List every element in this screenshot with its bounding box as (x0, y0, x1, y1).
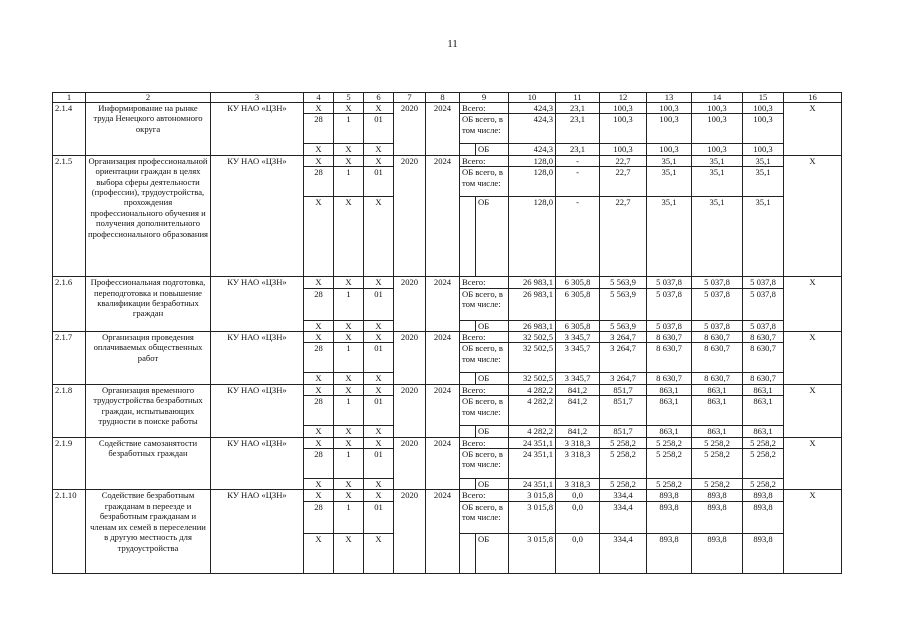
item-name: Организация профессиональной ориентации граждан в целях выбора сферы деятельности (профессии), трудоустройства, прохождения профессионального обучения и получения дополнительного профессионального образования (86, 155, 211, 276)
header-cell: 2 (86, 93, 211, 103)
value-cell: 5 258,2 (647, 479, 692, 490)
value-cell: 841,2 (556, 396, 600, 426)
value-cell: 26 983,1 (509, 288, 556, 320)
source-label: ОБ (476, 533, 509, 573)
value-cell: 8 630,7 (743, 343, 784, 373)
value-cell: 5 258,2 (600, 449, 647, 479)
value-cell: 893,8 (743, 533, 784, 573)
value-cell: 5 258,2 (743, 437, 784, 448)
budget-table (52, 92, 842, 574)
code-cell: 1 (334, 343, 364, 373)
item-number: 2.1.5 (53, 155, 86, 276)
value-cell: 3 318,3 (556, 449, 600, 479)
header-cell: 6 (364, 93, 394, 103)
value-cell: 5 037,8 (743, 320, 784, 331)
value-cell: 8 630,7 (647, 373, 692, 384)
code-cell: Х (364, 384, 394, 395)
end-year: 2024 (426, 103, 460, 156)
col16-cell: Х (784, 103, 842, 156)
value-cell: 24 351,1 (509, 449, 556, 479)
code-cell: 28 (304, 114, 334, 144)
value-cell: 8 630,7 (647, 343, 692, 373)
value-cell: 35,1 (743, 197, 784, 277)
value-cell: 863,1 (692, 384, 743, 395)
value-cell: 863,1 (647, 426, 692, 437)
code-cell: Х (304, 197, 334, 277)
source-label: ОБ (476, 320, 509, 331)
value-cell: 5 037,8 (743, 277, 784, 288)
code-cell: Х (304, 533, 334, 573)
source-label: ОБ всего, в том числе: (460, 288, 509, 320)
value-cell: 100,3 (647, 103, 692, 114)
code-cell: 01 (364, 343, 394, 373)
value-cell: 32 502,5 (509, 332, 556, 343)
value-cell: 893,8 (743, 501, 784, 533)
source-label: ОБ (476, 197, 509, 277)
spacer-cell (460, 373, 476, 384)
value-cell: 22,7 (600, 167, 647, 197)
spacer-cell (460, 426, 476, 437)
value-cell: 851,7 (600, 396, 647, 426)
code-cell: Х (304, 426, 334, 437)
value-cell: 4 282,2 (509, 384, 556, 395)
item-number: 2.1.4 (53, 103, 86, 156)
code-cell: Х (364, 320, 394, 331)
table-row (53, 277, 842, 288)
value-cell: 100,3 (692, 144, 743, 155)
value-cell: 0,0 (556, 501, 600, 533)
value-cell: 3 264,7 (600, 343, 647, 373)
col16-cell: Х (784, 277, 842, 332)
value-cell: 5 258,2 (692, 437, 743, 448)
value-cell: 893,8 (692, 490, 743, 501)
code-cell: 01 (364, 167, 394, 197)
spacer-cell (460, 320, 476, 331)
value-cell: 22,7 (600, 197, 647, 277)
executor: КУ НАО «ЦЗН» (211, 437, 304, 490)
value-cell: 32 502,5 (509, 373, 556, 384)
value-cell: 3 015,8 (509, 501, 556, 533)
value-cell: 5 037,8 (692, 288, 743, 320)
value-cell: 22,7 (600, 155, 647, 166)
value-cell: 863,1 (743, 396, 784, 426)
source-label: ОБ всего, в том числе: (460, 114, 509, 144)
start-year: 2020 (394, 332, 426, 385)
code-cell: Х (364, 277, 394, 288)
item-name: Содействие безработным гражданам в переезде и безработным гражданам и членам их семей в переселении в другую местность для трудоустройства (86, 490, 211, 573)
col16-cell: Х (784, 437, 842, 490)
code-cell: Х (304, 277, 334, 288)
value-cell: 23,1 (556, 144, 600, 155)
value-cell: 893,8 (647, 501, 692, 533)
source-label: Всего: (460, 277, 509, 288)
code-cell: 28 (304, 501, 334, 533)
value-cell: 5 258,2 (692, 479, 743, 490)
value-cell: 35,1 (647, 197, 692, 277)
header-cell: 14 (692, 93, 743, 103)
value-cell: 128,0 (509, 167, 556, 197)
value-cell: 5 563,9 (600, 320, 647, 331)
value-cell: 24 351,1 (509, 479, 556, 490)
value-cell: 8 630,7 (743, 373, 784, 384)
source-label: ОБ (476, 479, 509, 490)
value-cell: 35,1 (692, 197, 743, 277)
source-label: ОБ всего, в том числе: (460, 449, 509, 479)
value-cell: 6 305,8 (556, 277, 600, 288)
value-cell: 128,0 (509, 155, 556, 166)
end-year: 2024 (426, 332, 460, 385)
value-cell: 35,1 (743, 155, 784, 166)
value-cell: 863,1 (743, 426, 784, 437)
value-cell: 334,4 (600, 490, 647, 501)
code-cell: 28 (304, 167, 334, 197)
value-cell: 5 037,8 (692, 320, 743, 331)
code-cell: 1 (334, 449, 364, 479)
value-cell: 8 630,7 (647, 332, 692, 343)
header-cell: 7 (394, 93, 426, 103)
source-label: ОБ (476, 426, 509, 437)
value-cell: 100,3 (692, 114, 743, 144)
header-row (53, 93, 842, 103)
col16-cell: Х (784, 332, 842, 385)
value-cell: 5 037,8 (743, 288, 784, 320)
code-cell: Х (364, 332, 394, 343)
code-cell: Х (304, 437, 334, 448)
value-cell: 863,1 (743, 384, 784, 395)
value-cell: 851,7 (600, 426, 647, 437)
code-cell: Х (364, 437, 394, 448)
source-label: Всего: (460, 332, 509, 343)
end-year: 2024 (426, 384, 460, 437)
item-name: Профессиональная подготовка, переподготовка и повышение квалификации безработных граждан (86, 277, 211, 332)
executor: КУ НАО «ЦЗН» (211, 103, 304, 156)
value-cell: 424,3 (509, 144, 556, 155)
value-cell: 893,8 (692, 501, 743, 533)
code-cell: 28 (304, 343, 334, 373)
code-cell: Х (334, 373, 364, 384)
value-cell: - (556, 155, 600, 166)
value-cell: 863,1 (647, 396, 692, 426)
code-cell: Х (364, 373, 394, 384)
value-cell: 4 282,2 (509, 396, 556, 426)
table-row (53, 490, 842, 501)
code-cell: Х (304, 144, 334, 155)
spacer-cell (460, 533, 476, 573)
value-cell: 0,0 (556, 490, 600, 501)
value-cell: 5 258,2 (647, 437, 692, 448)
value-cell: 863,1 (647, 384, 692, 395)
source-label: Всего: (460, 490, 509, 501)
start-year: 2020 (394, 384, 426, 437)
value-cell: 424,3 (509, 114, 556, 144)
value-cell: 35,1 (692, 155, 743, 166)
value-cell: 6 305,8 (556, 288, 600, 320)
header-cell: 10 (509, 93, 556, 103)
source-label: ОБ всего, в том числе: (460, 343, 509, 373)
value-cell: 35,1 (647, 155, 692, 166)
code-cell: Х (304, 384, 334, 395)
value-cell: 23,1 (556, 114, 600, 144)
value-cell: 128,0 (509, 197, 556, 277)
value-cell: 3 015,8 (509, 533, 556, 573)
value-cell: 841,2 (556, 384, 600, 395)
item-number: 2.1.9 (53, 437, 86, 490)
value-cell: 334,4 (600, 533, 647, 573)
value-cell: 35,1 (647, 167, 692, 197)
value-cell: 5 563,9 (600, 288, 647, 320)
executor: КУ НАО «ЦЗН» (211, 332, 304, 385)
header-cell: 12 (600, 93, 647, 103)
code-cell: Х (364, 144, 394, 155)
header-cell: 9 (460, 93, 509, 103)
source-label: ОБ всего, в том числе: (460, 396, 509, 426)
value-cell: 5 258,2 (743, 449, 784, 479)
code-cell: Х (334, 533, 364, 573)
value-cell: 24 351,1 (509, 437, 556, 448)
value-cell: 334,4 (600, 501, 647, 533)
code-cell: Х (334, 426, 364, 437)
start-year: 2020 (394, 155, 426, 276)
code-cell: Х (364, 479, 394, 490)
start-year: 2020 (394, 490, 426, 573)
value-cell: 5 258,2 (647, 449, 692, 479)
value-cell: 863,1 (692, 426, 743, 437)
value-cell: 5 258,2 (600, 479, 647, 490)
code-cell: Х (304, 103, 334, 114)
code-cell: Х (304, 332, 334, 343)
value-cell: 893,8 (743, 490, 784, 501)
value-cell: 35,1 (743, 167, 784, 197)
value-cell: 100,3 (600, 103, 647, 114)
executor: КУ НАО «ЦЗН» (211, 155, 304, 276)
value-cell: 3 318,3 (556, 437, 600, 448)
value-cell: 3 345,7 (556, 343, 600, 373)
item-number: 2.1.10 (53, 490, 86, 573)
code-cell: Х (334, 437, 364, 448)
code-cell: 1 (334, 167, 364, 197)
source-label: Всего: (460, 103, 509, 114)
code-cell: Х (364, 155, 394, 166)
table-row (53, 332, 842, 343)
start-year: 2020 (394, 437, 426, 490)
header-cell: 8 (426, 93, 460, 103)
item-number: 2.1.6 (53, 277, 86, 332)
header-cell: 3 (211, 93, 304, 103)
value-cell: 32 502,5 (509, 343, 556, 373)
item-number: 2.1.7 (53, 332, 86, 385)
source-label: ОБ (476, 144, 509, 155)
value-cell: 3 264,7 (600, 332, 647, 343)
code-cell: Х (334, 384, 364, 395)
code-cell: 1 (334, 288, 364, 320)
code-cell: Х (364, 533, 394, 573)
code-cell: Х (334, 490, 364, 501)
col16-cell: Х (784, 155, 842, 276)
code-cell: 28 (304, 396, 334, 426)
header-cell: 16 (784, 93, 842, 103)
code-cell: Х (364, 197, 394, 277)
value-cell: 3 318,3 (556, 479, 600, 490)
spacer-cell (460, 144, 476, 155)
code-cell: Х (304, 155, 334, 166)
executor: КУ НАО «ЦЗН» (211, 490, 304, 573)
value-cell: 893,8 (647, 490, 692, 501)
value-cell: 26 983,1 (509, 277, 556, 288)
code-cell: Х (304, 373, 334, 384)
value-cell: 424,3 (509, 103, 556, 114)
spacer-cell (460, 479, 476, 490)
value-cell: - (556, 197, 600, 277)
value-cell: 100,3 (600, 144, 647, 155)
col16-cell: Х (784, 490, 842, 573)
source-label: Всего: (460, 384, 509, 395)
code-cell: Х (334, 320, 364, 331)
value-cell: 893,8 (692, 533, 743, 573)
header-cell: 11 (556, 93, 600, 103)
start-year: 2020 (394, 103, 426, 156)
value-cell: 100,3 (647, 114, 692, 144)
source-label: ОБ всего, в том числе: (460, 167, 509, 197)
code-cell: Х (304, 490, 334, 501)
value-cell: 841,2 (556, 426, 600, 437)
value-cell: 8 630,7 (692, 343, 743, 373)
item-name: Организация временного трудоустройства безработных граждан, испытывающих трудности в поиске работы (86, 384, 211, 437)
value-cell: 5 037,8 (647, 277, 692, 288)
value-cell: 6 305,8 (556, 320, 600, 331)
value-cell: 863,1 (692, 396, 743, 426)
executor: КУ НАО «ЦЗН» (211, 384, 304, 437)
end-year: 2024 (426, 277, 460, 332)
table-row (53, 155, 842, 166)
code-cell: 01 (364, 501, 394, 533)
value-cell: 5 037,8 (647, 320, 692, 331)
code-cell: Х (334, 103, 364, 114)
item-name: Содействие самозанятости безработных граждан (86, 437, 211, 490)
spacer-cell (460, 197, 476, 277)
value-cell: 893,8 (647, 533, 692, 573)
code-cell: 01 (364, 449, 394, 479)
code-cell: 01 (364, 288, 394, 320)
item-name: Организация проведения оплачиваемых общественных работ (86, 332, 211, 385)
code-cell: 01 (364, 396, 394, 426)
value-cell: 100,3 (647, 144, 692, 155)
value-cell: 5 258,2 (743, 479, 784, 490)
source-label: ОБ всего, в том числе: (460, 501, 509, 533)
code-cell: 28 (304, 449, 334, 479)
value-cell: 5 037,8 (647, 288, 692, 320)
value-cell: 26 983,1 (509, 320, 556, 331)
table-row (53, 437, 842, 448)
code-cell: 1 (334, 501, 364, 533)
end-year: 2024 (426, 437, 460, 490)
value-cell: 5 258,2 (692, 449, 743, 479)
page-number: 11 (447, 38, 458, 50)
executor: КУ НАО «ЦЗН» (211, 277, 304, 332)
code-cell: 1 (334, 114, 364, 144)
start-year: 2020 (394, 277, 426, 332)
value-cell: 23,1 (556, 103, 600, 114)
value-cell: 5 563,9 (600, 277, 647, 288)
item-name: Информирование на рынке труда Ненецкого автономного округа (86, 103, 211, 156)
header-cell: 5 (334, 93, 364, 103)
code-cell: Х (334, 155, 364, 166)
code-cell: Х (364, 103, 394, 114)
value-cell: 100,3 (743, 103, 784, 114)
value-cell: 3 264,7 (600, 373, 647, 384)
header-cell: 4 (304, 93, 334, 103)
value-cell: 100,3 (743, 144, 784, 155)
item-number: 2.1.8 (53, 384, 86, 437)
code-cell: 01 (364, 114, 394, 144)
value-cell: 3 345,7 (556, 373, 600, 384)
value-cell: 5 037,8 (692, 277, 743, 288)
value-cell: 8 630,7 (743, 332, 784, 343)
code-cell: Х (334, 277, 364, 288)
value-cell: 100,3 (692, 103, 743, 114)
header-cell: 1 (53, 93, 86, 103)
code-cell: Х (334, 332, 364, 343)
value-cell: 0,0 (556, 533, 600, 573)
end-year: 2024 (426, 490, 460, 573)
value-cell: 4 282,2 (509, 426, 556, 437)
source-label: ОБ (476, 373, 509, 384)
table-row (53, 103, 842, 114)
value-cell: 5 258,2 (600, 437, 647, 448)
value-cell: 3 345,7 (556, 332, 600, 343)
value-cell: 100,3 (600, 114, 647, 144)
code-cell: Х (334, 479, 364, 490)
value-cell: 35,1 (692, 167, 743, 197)
code-cell: Х (364, 490, 394, 501)
header-cell: 15 (743, 93, 784, 103)
code-cell: Х (304, 320, 334, 331)
end-year: 2024 (426, 155, 460, 276)
table-row (53, 384, 842, 395)
value-cell: - (556, 167, 600, 197)
value-cell: 8 630,7 (692, 373, 743, 384)
code-cell: 28 (304, 288, 334, 320)
code-cell: Х (364, 426, 394, 437)
col16-cell: Х (784, 384, 842, 437)
source-label: Всего: (460, 155, 509, 166)
header-cell: 13 (647, 93, 692, 103)
value-cell: 8 630,7 (692, 332, 743, 343)
code-cell: Х (334, 197, 364, 277)
value-cell: 3 015,8 (509, 490, 556, 501)
source-label: Всего: (460, 437, 509, 448)
value-cell: 851,7 (600, 384, 647, 395)
code-cell: 1 (334, 396, 364, 426)
code-cell: Х (334, 144, 364, 155)
code-cell: Х (304, 479, 334, 490)
value-cell: 100,3 (743, 114, 784, 144)
